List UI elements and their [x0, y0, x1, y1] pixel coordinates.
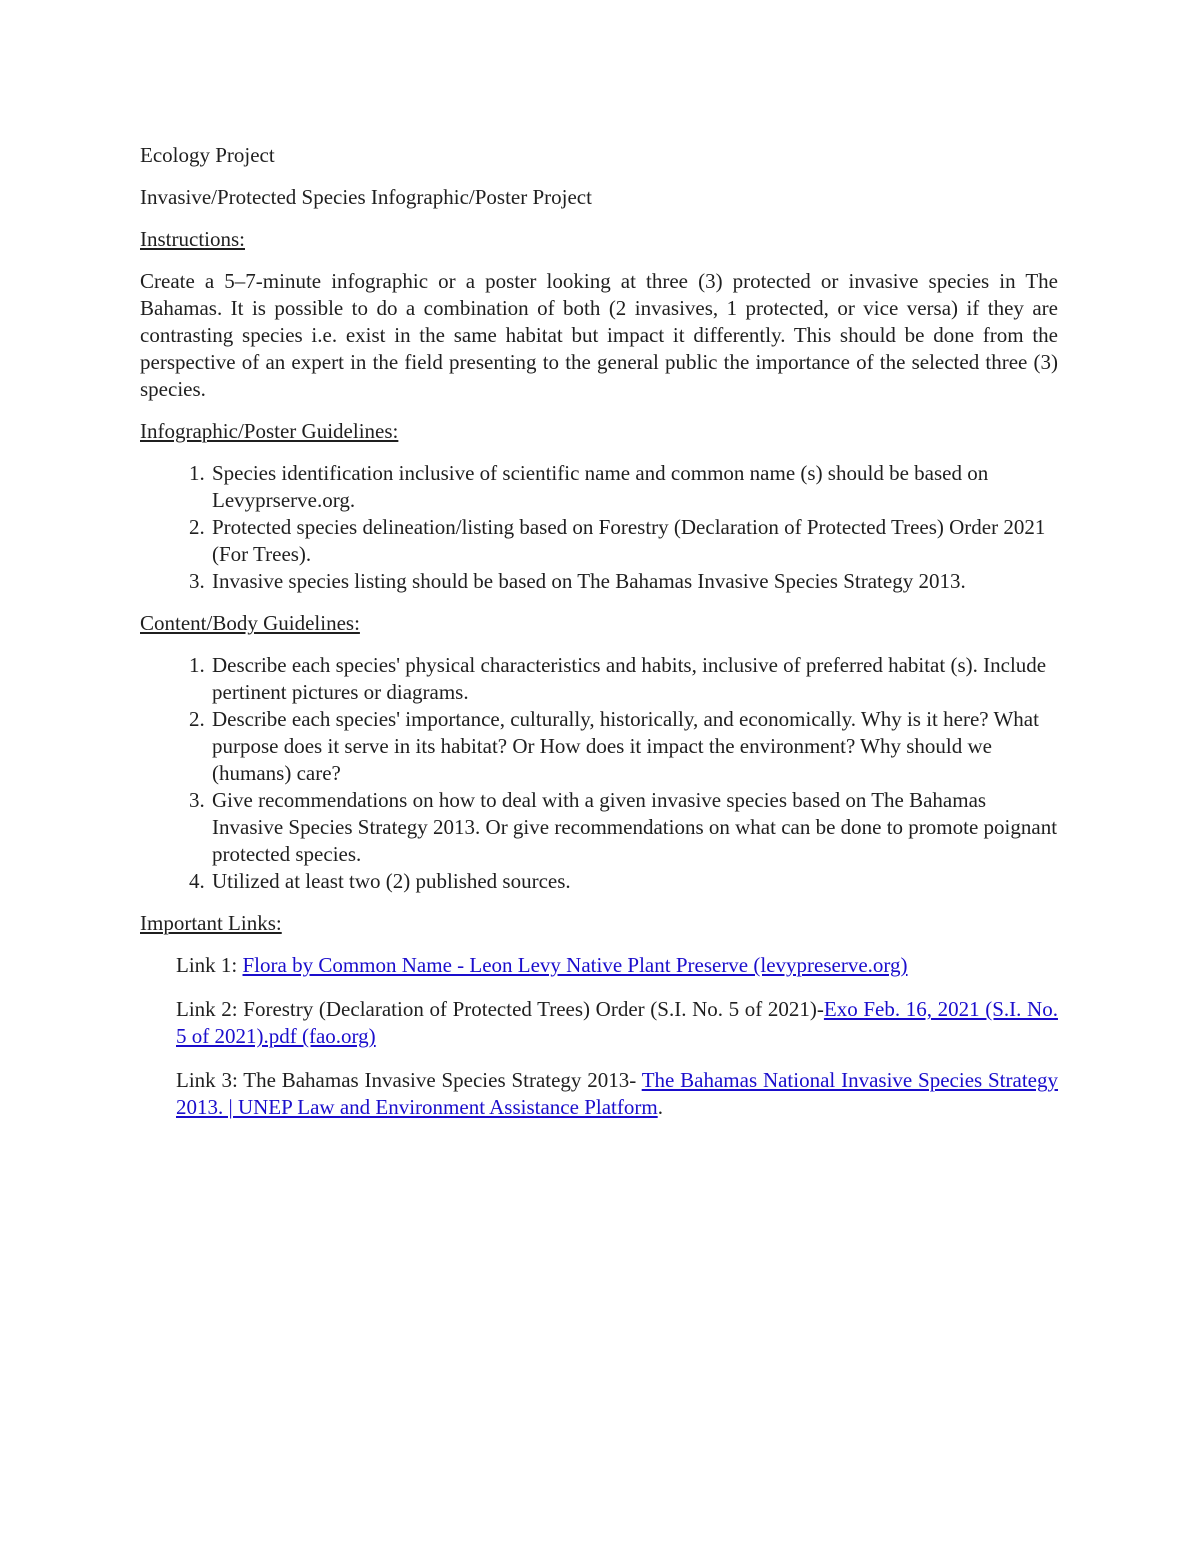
content-guidelines-heading: Content/Body Guidelines:: [140, 611, 360, 635]
important-links-heading: Important Links:: [140, 911, 282, 935]
guidelines-list: [140, 460, 1058, 595]
link-3-prefix: Link 3: The Bahamas Invasive Species Strategy 2013-: [176, 1068, 642, 1092]
list-item: 3. Give recommendations on how to deal with a given invasive species based on The Bahamas Invasive Species Strategy 2013. Or give recommendations on what can be done to promote poignant protected species.: [210, 787, 1058, 868]
link-2-prefix: Link 2: Forestry (Declaration of Protected Trees) Order (S.I. No. 5 of 2021)-: [176, 997, 824, 1021]
link-3-invasive-species-strategy[interactable]: The Bahamas National Invasive Species Strategy 2013. | UNEP Law and Environment Assistance Platform: [176, 1068, 1058, 1119]
link-1-prefix: Link 1:: [176, 953, 243, 977]
link-line-1: [176, 952, 1058, 979]
list-item: 1. Describe each species' physical characteristics and habits, inclusive of preferred habitat (s). Include pertinent pictures or diagrams.: [210, 652, 1058, 706]
link-1-flora-by-common-name[interactable]: Flora by Common Name - Leon Levy Native Plant Preserve (levypreserve.org): [242, 953, 908, 977]
list-item: 2. Protected species delineation/listing based on Forestry (Declaration of Protected Trees) Order 2021 (For Trees).: [210, 514, 1058, 568]
content-guidelines-list: [140, 652, 1058, 895]
document-body: [140, 142, 1058, 1138]
link-line-3: [176, 1067, 1058, 1121]
link-2-protected-trees-order-pdf[interactable]: Exo Feb. 16, 2021 (S.I. No. 5 of 2021).pdf (fao.org): [176, 997, 1058, 1048]
list-item: 2. Describe each species' importance, culturally, historically, and economically. Why is it here? What purpose does it serve in its habitat? Or How does it impact the environment? Why should we (humans) care?: [210, 706, 1058, 787]
document-title: Ecology Project: [140, 143, 275, 167]
list-item: 1. Species identification inclusive of scientific name and common name (s) should be based on Levyprserve.org.: [210, 460, 1058, 514]
links-section: [140, 952, 1058, 1121]
link-3-suffix: .: [657, 1095, 663, 1119]
document-subtitle: Invasive/Protected Species Infographic/Poster Project: [140, 185, 592, 209]
list-item: 3. Invasive species listing should be based on The Bahamas Invasive Species Strategy 2013.: [210, 568, 1058, 595]
instructions-paragraph: Create a 5–7-minute infographic or a poster looking at three (3) protected or invasive species in The Bahamas. It is possible to do a combination of both (2 invasives, 1 protected, or vice versa) if they are contrasting species i.e. exist in the same habitat but impact it differently. This should be done from the perspective of an expert in the field presenting to the general public the importance of the selected three (3) species.: [140, 269, 1058, 401]
guidelines-heading: Infographic/Poster Guidelines:: [140, 419, 399, 443]
list-item: 4. Utilized at least two (2) published sources.: [210, 868, 1058, 895]
link-line-2: [176, 996, 1058, 1050]
instructions-heading: Instructions:: [140, 227, 245, 251]
